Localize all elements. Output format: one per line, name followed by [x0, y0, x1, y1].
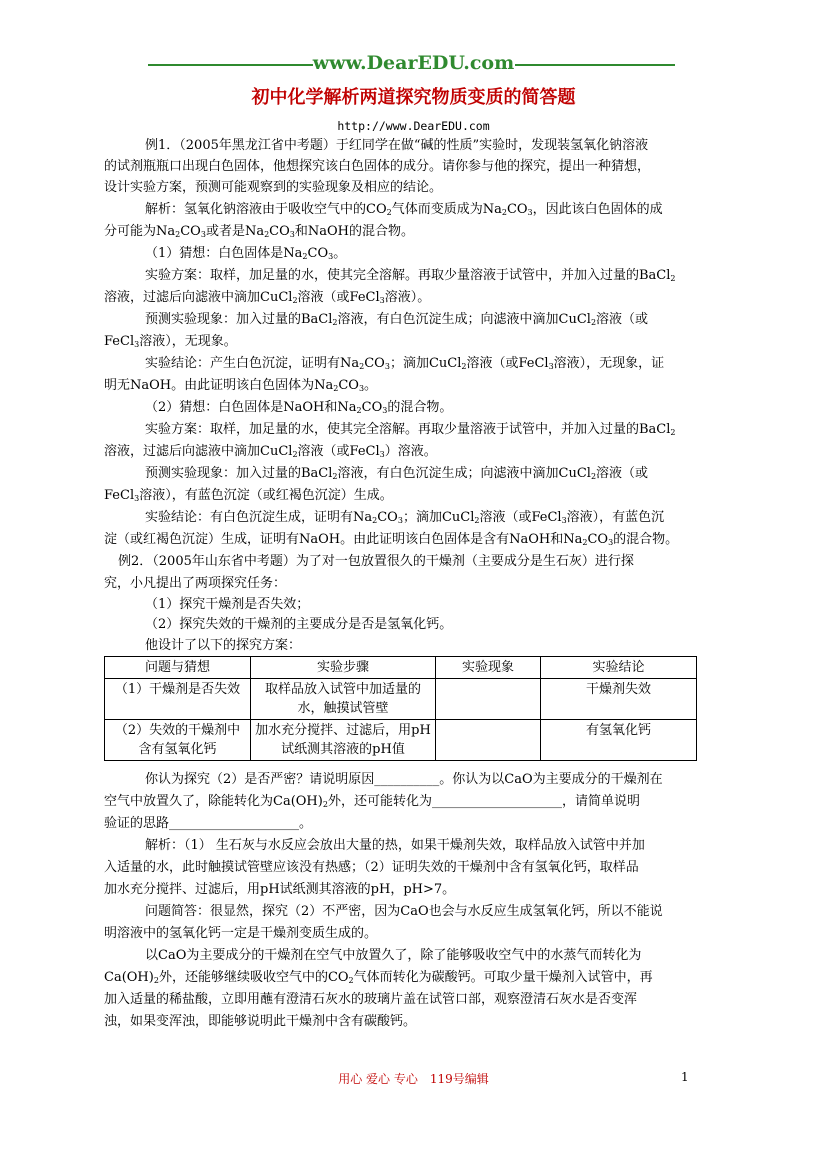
experiment-plan-table — [104, 656, 697, 761]
table-cell — [436, 720, 541, 761]
table-cell — [436, 679, 541, 720]
table-row — [105, 679, 697, 720]
paragraph-line: FeCl$_3$溶液），无现象。 — [104, 334, 237, 349]
page-footer: 用心 爱心 专心 119号编辑 — [338, 1072, 489, 1086]
paragraph-line: 预测实验现象：加入过量的BaCl$_2$溶液，有白色沉淀生成；向滤液中滴加CuCl$_2$溶液（或 — [145, 466, 649, 481]
paragraph-line: 加水充分搅拌、过滤后，用pH试纸测其溶液的pH，pH>7。 — [104, 882, 456, 897]
document-title: 初中化学解析两道探究物质变质的简答题 — [251, 87, 576, 108]
paragraph-line: 究，小凡提出了两项探究任务： — [104, 576, 287, 591]
source-url: http://www.DearEDU.com — [337, 119, 490, 133]
table-cell: （1）干燥剂是否失效 — [105, 679, 251, 720]
paragraph-line: $Ca(OH)_2$外，还能够继续吸收空气中的$CO_2$气体而转化为碳酸钙。可取少量干燥剂入试管中，再 — [104, 970, 653, 985]
paragraph-line: 设计实验方案，预测可能观察到的实验现象及相应的结论。 — [104, 180, 443, 195]
table-row — [105, 720, 697, 761]
table-header-cell: 实验步骤 — [251, 657, 436, 679]
paragraph-line: 实验结论：产生白色沉淀，证明有$Na_2CO_3$；滴加CuCl$_2$溶液（或FeCl$_3$溶液），无现象，证 — [145, 356, 665, 371]
paragraph-line: 分可能为$Na_2CO_3$或者是$Na_2CO_3$和NaOH的混合物。 — [104, 224, 414, 239]
paragraph-line: 例1．（2005年黑龙江省中考题）于红同学在做“碱的性质”实验时，发现装氢氧化钠溶液 — [145, 138, 649, 153]
site-logo: www.DearEDU.com — [312, 52, 515, 74]
paragraph-line: 浊，如果变浑浊，即能够说明此干燥剂中含有碳酸钙。 — [104, 1014, 417, 1029]
paragraph-line: 你认为探究（2）是否严密？请说明原因__________。你认为以CaO为主要成分的干燥剂在 — [145, 772, 663, 787]
paragraph-line: 例2．（2005年山东省中考题）为了对一包放置很久的干燥剂（主要成分是生石灰）进行探 — [118, 554, 634, 569]
paragraph-line: （1）探究干燥剂是否失效； — [145, 597, 310, 612]
table-cell: 加水充分搅拌、过滤后，用pH试纸测其溶液的pH值 — [251, 720, 436, 761]
paragraph-line: 的试剂瓶瓶口出现白色固体，他想探究该白色固体的成分。请你参与他的探究，提出一种猜想， — [104, 159, 651, 174]
paragraph-line: 溶液，过滤后向滤液中滴加CuCl$_2$溶液（或FeCl$_3$溶液）。 — [104, 290, 431, 305]
page-number: 1 — [681, 1070, 689, 1084]
paragraph-line: 溶液，过滤后向滤液中滴加CuCl$_2$溶液（或FeCl$_3$）溶液。 — [104, 444, 437, 459]
paragraph-line: 以CaO为主要成分的干燥剂在空气中放置久了，除了能够吸收空气中的水蒸气而转化为 — [145, 948, 642, 963]
paragraph-line: 解析：氢氧化钠溶液由于吸收空气中的$CO_2$气体而变质成为$Na_2CO_3$，因此该白色固体的成 — [145, 202, 663, 217]
paragraph-line: 实验结论：有白色沉淀生成，证明有$Na_2CO_3$；滴加CuCl$_2$溶液（或FeCl$_3$溶液），有蓝色沉 — [145, 510, 665, 525]
table-header-cell: 实验现象 — [436, 657, 541, 679]
table-header-row — [105, 657, 697, 679]
table-cell: 有氢氧化钙 — [541, 720, 697, 761]
paragraph-line: 明溶液中的氢氧化钙一定是干燥剂变质生成的。 — [104, 926, 378, 941]
paragraph-line: 他设计了以下的探究方案： — [145, 638, 302, 653]
paragraph-line: （2）猜想：白色固体是NaOH和$Na_2CO_3$的混合物。 — [145, 400, 453, 415]
paragraph-line: 入适量的水，此时触摸试管壁应该没有热感；（2）证明失效的干燥剂中含有氢氧化钙，取样品 — [104, 860, 639, 875]
table-header-cell: 问题与猜想 — [105, 657, 251, 679]
paragraph-line: （2）探究失效的干燥剂的主要成分是否是氢氧化钙。 — [145, 617, 453, 632]
paragraph-line: （1）猜想：白色固体是$Na_2CO_3$。 — [145, 246, 347, 261]
paragraph-line: 解析：（1） 生石灰与水反应会放出大量的热，如果干燥剂失效，取样品放入试管中并加 — [145, 838, 645, 853]
table-cell: （2）失效的干燥剂中含有氢氧化钙 — [105, 720, 251, 761]
table-cell: 干燥剂失效 — [541, 679, 697, 720]
paragraph-line: FeCl$_3$溶液），有蓝色沉淀（或红褐色沉淀）生成。 — [104, 488, 393, 503]
paragraph-line: 验证的思路____________________。 — [104, 816, 313, 831]
table-header-cell: 实验结论 — [541, 657, 697, 679]
paragraph-line: 问题简答：很显然，探究（2）不严密，因为CaO也会与水反应生成氢氧化钙，所以不能说 — [145, 904, 663, 919]
paragraph-line: 实验方案：取样，加足量的水，使其完全溶解。再取少量溶液于试管中，并加入过量的BaCl$_2$ — [145, 422, 676, 437]
table-cell: 取样品放入试管中加适量的水，触摸试管壁 — [251, 679, 436, 720]
paragraph-line: 淀（或红褐色沉淀）生成，证明有NaOH。由此证明该白色固体是含有NaOH和$Na_2CO_3$的混合物。 — [104, 532, 679, 547]
paragraph-line: 明无NaOH。由此证明该白色固体为$Na_2CO_3$。 — [104, 378, 378, 393]
paragraph-line: 加入适量的稀盐酸，立即用蘸有澄清石灰水的玻璃片盖在试管口部，观察澄清石灰水是否变浑 — [104, 992, 638, 1007]
paragraph-line: 实验方案：取样，加足量的水，使其完全溶解。再取少量溶液于试管中，并加入过量的BaCl$_2$ — [145, 268, 676, 283]
paragraph-line: 空气中放置久了，除能转化为$Ca(OH)_2$外，还可能转化为____________________，请简单说明 — [104, 794, 640, 809]
paragraph-line: 预测实验现象：加入过量的BaCl$_2$溶液，有白色沉淀生成；向滤液中滴加CuCl$_2$溶液（或 — [145, 312, 649, 327]
